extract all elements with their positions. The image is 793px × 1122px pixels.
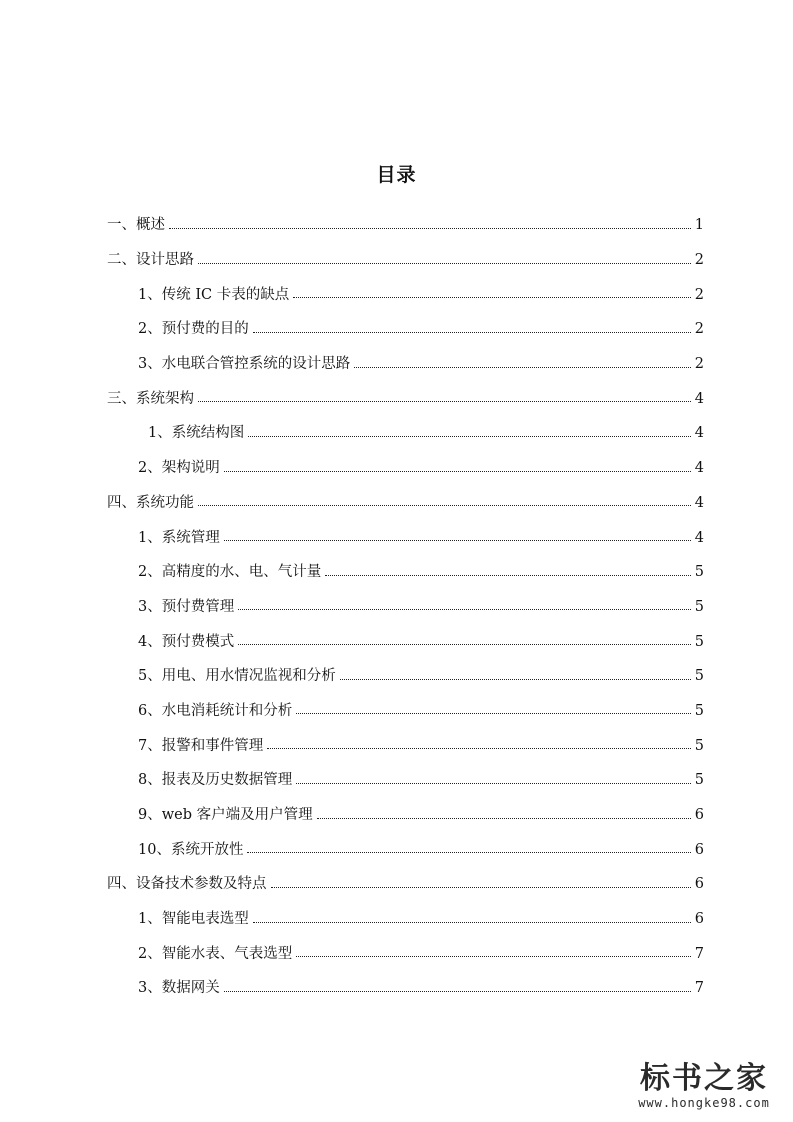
page-title: 目录	[376, 164, 417, 186]
toc-entry-page: 5	[694, 668, 704, 685]
toc-entry-page: 5	[694, 772, 704, 789]
toc-leader-dots	[238, 634, 691, 645]
toc-entry-label: 1、智能电表选型	[138, 911, 249, 928]
toc-entry[interactable]	[107, 798, 704, 833]
toc-leader-dots	[224, 461, 691, 472]
watermark-url: www.hongke98.com	[638, 1096, 770, 1110]
toc-entry-page: 2	[694, 356, 704, 373]
toc-entry-label: 8、报表及历史数据管理	[138, 772, 293, 789]
toc-entry-label: 10、系统开放性	[138, 841, 244, 858]
toc-entry-label: 6、水电消耗统计和分析	[138, 702, 293, 719]
toc-entry-page: 7	[694, 980, 704, 997]
toc-leader-dots	[247, 842, 690, 853]
toc-leader-dots	[296, 703, 691, 714]
toc-entry-label: 1、系统结构图	[148, 425, 245, 442]
toc-leader-dots	[317, 808, 691, 819]
toc-leader-dots	[224, 981, 691, 992]
toc-entry[interactable]	[107, 590, 704, 625]
toc-leader-dots	[340, 669, 691, 680]
toc-entry-label: 3、水电联合管控系统的设计思路	[138, 356, 351, 373]
toc-leader-dots	[238, 599, 691, 610]
toc-entry[interactable]	[107, 520, 704, 555]
watermark	[629, 1062, 779, 1110]
toc-entry[interactable]	[107, 381, 704, 416]
toc-leader-dots	[293, 287, 691, 298]
toc-entry-page: 4	[694, 460, 704, 477]
toc-entry[interactable]	[107, 624, 704, 659]
toc-entry-label: 1、系统管理	[138, 529, 220, 546]
toc-entry[interactable]	[107, 936, 704, 971]
toc-entry[interactable]	[107, 451, 704, 486]
toc-entry-page: 6	[694, 807, 704, 824]
toc-entry[interactable]	[107, 867, 704, 902]
toc-leader-dots	[224, 530, 691, 541]
toc-entry-page: 4	[694, 529, 704, 546]
toc-entry-page: 1	[694, 217, 704, 234]
toc-entry-page: 4	[694, 425, 704, 442]
toc-entry-label: 四、系统功能	[107, 494, 194, 511]
toc-entry[interactable]	[107, 312, 704, 347]
toc-entry-label: 2、架构说明	[138, 460, 220, 477]
toc-entry[interactable]	[107, 763, 704, 798]
toc-entry[interactable]	[107, 277, 704, 312]
toc-entry-page: 5	[694, 737, 704, 754]
toc-entry-page: 4	[694, 390, 704, 407]
toc-entry-label: 一、概述	[107, 217, 165, 234]
toc-entry[interactable]	[107, 694, 704, 729]
toc-entry[interactable]	[107, 486, 704, 521]
toc-entry-page: 7	[694, 945, 704, 962]
toc-entry-label: 5、用电、用水情况监视和分析	[138, 668, 336, 685]
toc-entry[interactable]	[107, 555, 704, 590]
toc-entry-page: 5	[694, 598, 704, 615]
toc-entry-label: 四、设备技术参数及特点	[107, 876, 267, 893]
toc-entry-page: 6	[694, 911, 704, 928]
toc-entry-label: 4、预付费模式	[138, 633, 235, 650]
watermark-logo: 标书之家	[640, 1061, 768, 1096]
toc-entry-page: 5	[694, 633, 704, 650]
table-of-contents	[107, 208, 704, 1006]
toc-leader-dots	[198, 495, 691, 506]
toc-entry[interactable]	[107, 728, 704, 763]
toc-entry-label: 3、预付费管理	[138, 598, 235, 615]
toc-entry-page: 6	[694, 841, 704, 858]
toc-entry-page: 5	[694, 564, 704, 581]
toc-entry-page: 4	[694, 494, 704, 511]
toc-entry-label: 二、设计思路	[107, 252, 194, 269]
toc-entry-label: 2、智能水表、气表选型	[138, 945, 293, 962]
toc-leader-dots	[296, 773, 691, 784]
toc-leader-dots	[198, 253, 691, 264]
toc-entry-label: 2、预付费的目的	[138, 321, 249, 338]
toc-leader-dots	[354, 357, 691, 368]
toc-leader-dots	[267, 738, 691, 749]
toc-entry-page: 6	[694, 876, 704, 893]
toc-entry[interactable]	[107, 347, 704, 382]
toc-entry-label: 9、web 客户端及用户管理	[138, 807, 313, 824]
toc-leader-dots	[325, 565, 691, 576]
toc-entry-label: 1、传统 IC 卡表的缺点	[138, 286, 290, 303]
toc-entry[interactable]	[107, 971, 704, 1006]
toc-entry-page: 2	[694, 321, 704, 338]
toc-entry-page: 2	[694, 286, 704, 303]
toc-entry[interactable]	[107, 243, 704, 278]
toc-entry-page: 5	[694, 702, 704, 719]
toc-entry-label: 2、高精度的水、电、气计量	[138, 564, 322, 581]
toc-entry[interactable]	[107, 208, 704, 243]
toc-leader-dots	[248, 426, 691, 437]
toc-entry-label: 3、数据网关	[138, 980, 220, 997]
toc-entry[interactable]	[107, 659, 704, 694]
toc-leader-dots	[169, 218, 691, 229]
toc-leader-dots	[296, 946, 691, 957]
toc-leader-dots	[253, 322, 691, 333]
toc-entry[interactable]	[107, 832, 704, 867]
toc-entry-page: 2	[694, 252, 704, 269]
toc-entry[interactable]	[107, 902, 704, 937]
toc-entry[interactable]	[107, 416, 704, 451]
toc-entry-label: 三、系统架构	[107, 390, 194, 407]
toc-leader-dots	[271, 877, 691, 888]
toc-entry-label: 7、报警和事件管理	[138, 737, 264, 754]
toc-leader-dots	[198, 391, 691, 402]
toc-leader-dots	[253, 912, 691, 923]
